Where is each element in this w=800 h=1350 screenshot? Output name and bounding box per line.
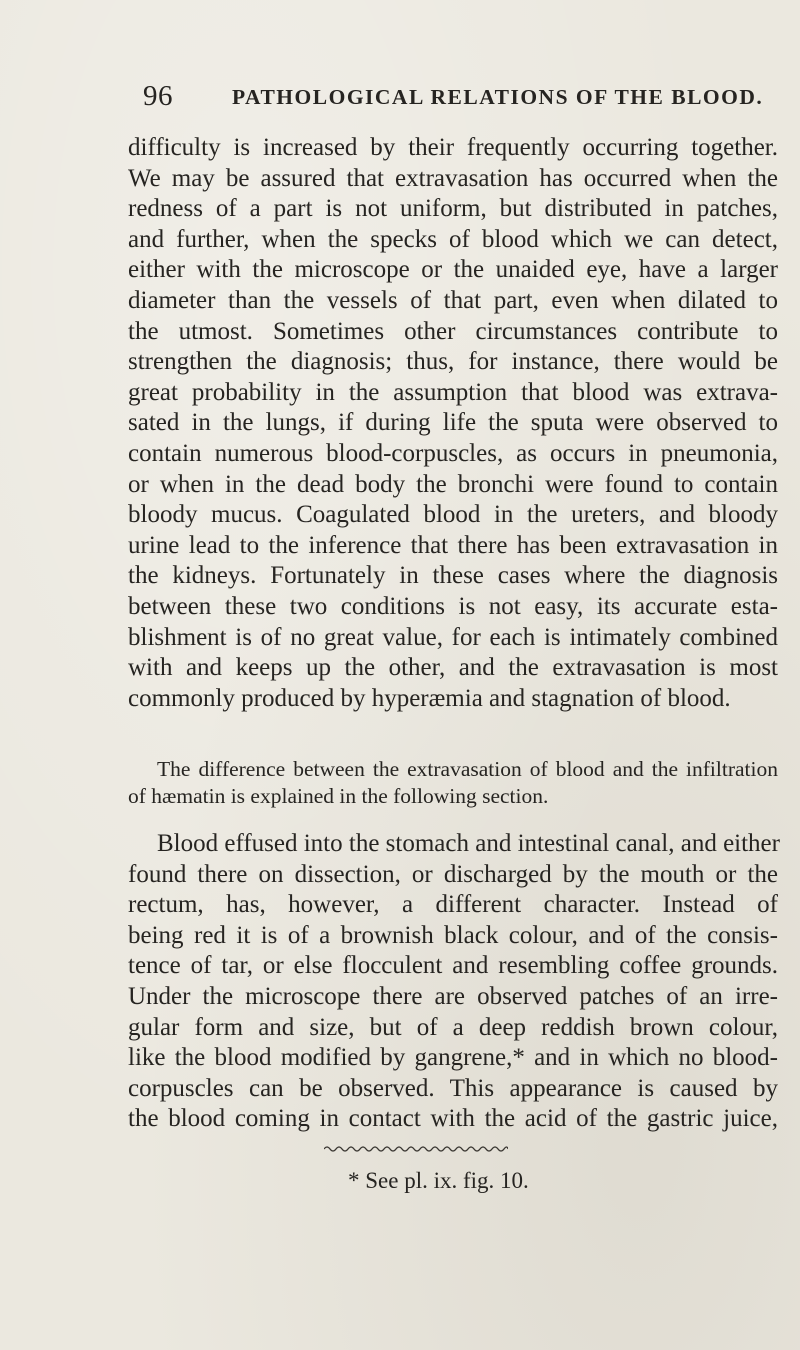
text-line: and further, when the specks of blood which we can detect, [128, 225, 778, 253]
text-line: blishment is of no great value, for each is intimately combined [128, 623, 778, 651]
text-line: Under the microscope there are observed patches of an irre- [128, 982, 778, 1010]
running-title: PATHOLOGICAL RELATIONS OF THE BLOOD. [232, 85, 764, 109]
page-number: 96 [143, 80, 173, 112]
text-line: either with the microscope or the unaided eye, have a larger [128, 256, 778, 284]
paragraph-extravasation-diagnosis [128, 133, 778, 714]
text-line: sated in the lungs, if during life the sputa were observed to [128, 409, 778, 437]
text-line: We may be assured that extravasation has occurred when the [128, 164, 778, 192]
text-line: difficulty is increased by their frequently occurring together. [128, 134, 778, 161]
paragraph-haematin-note [128, 756, 778, 810]
running-header [143, 78, 764, 118]
text-line: found there on dissection, or discharged by the mouth or the [128, 860, 778, 888]
text-line: tence of tar, or else flocculent and resembling coffee grounds. [128, 952, 778, 980]
text-line: contain numerous blood-corpuscles, as occurs in pneumonia, [128, 439, 778, 467]
footnote: * See pl. ix. fig. 10. [348, 1168, 529, 1193]
text-line: redness of a part is not uniform, but distributed in patches, [128, 195, 778, 223]
text-line: urine lead to the inference that there has been extravasation in [128, 531, 778, 559]
paragraph-gastric-blood [128, 829, 778, 1135]
text-line: commonly produced by hyperæmia and stagnation of blood. [128, 684, 731, 712]
text-line: Blood effused into the stomach and intestinal canal, and either [157, 830, 780, 857]
text-line: the blood coming in contact with the acid of the gastric juice, [128, 1105, 778, 1133]
text-line: great probability in the assumption that blood was extrava- [128, 378, 778, 406]
text-line: the utmost. Sometimes other circumstances contribute to [128, 317, 778, 345]
text-line: the kidneys. Fortunately in these cases where the diagnosis [128, 562, 778, 590]
text-line: with and keeps up the other, and the extravasation is most [128, 654, 778, 682]
text-line: between these two conditions is not easy, its accurate esta- [128, 592, 778, 620]
text-line: strengthen the diagnosis; thus, for instance, there would be [128, 348, 778, 376]
text-line: gular form and size, but of a deep reddish brown colour, [128, 1013, 778, 1041]
text-line: rectum, has, however, a different character. Instead of [128, 891, 778, 919]
text-line: corpuscles can be observed. This appearance is caused by [128, 1074, 778, 1102]
text-line: diameter than the vessels of that part, even when dilated to [128, 286, 778, 314]
text-line: being red it is of a brownish black colour, and of the consis- [128, 921, 778, 949]
text-line: bloody mucus. Coagulated blood in the ureters, and bloody [128, 501, 778, 529]
text-line: like the blood modified by gangrene,* and in which no blood- [128, 1044, 778, 1072]
text-line: of hæmatin is explained in the following section. [128, 784, 549, 808]
text-line: The difference between the extravasation of blood and the infiltration [157, 757, 778, 781]
wavy-rule-ornament [324, 1145, 508, 1153]
text-line: or when in the dead body the bronchi were found to contain [128, 470, 778, 498]
